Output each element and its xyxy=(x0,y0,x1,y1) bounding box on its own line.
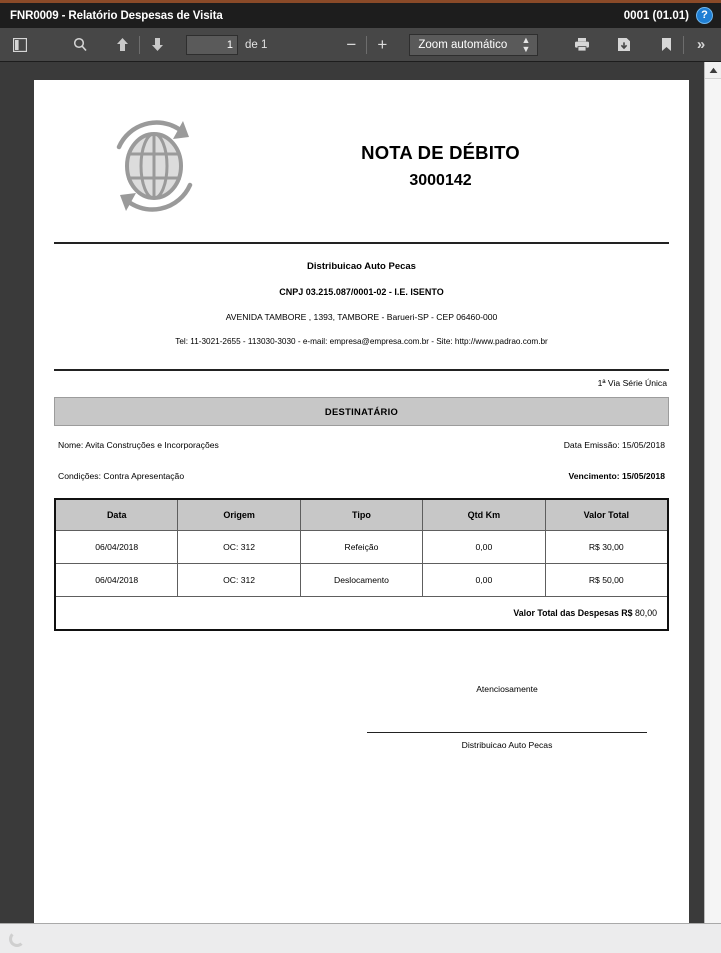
table-header-row xyxy=(55,499,668,531)
sidebar-toggle-icon[interactable] xyxy=(7,33,33,57)
bookmark-icon[interactable] xyxy=(653,33,679,57)
zoom-level-select[interactable] xyxy=(409,34,538,56)
expenses-table xyxy=(54,498,669,631)
title-bar xyxy=(0,0,721,28)
signature-name: Distribuicao Auto Pecas xyxy=(461,740,553,750)
window-title: FNR0009 - Relatório Despesas de Visita xyxy=(10,9,223,22)
recipient-row-conditions xyxy=(54,471,669,481)
more-tools-icon[interactable]: » xyxy=(696,36,706,53)
signature-block xyxy=(54,684,669,750)
recipient-row-name xyxy=(54,440,669,450)
document-title-block xyxy=(254,142,669,190)
company-info xyxy=(54,244,669,357)
zoom-in-button[interactable]: + xyxy=(377,34,388,54)
column-header-qtdkm: Qtd Km xyxy=(423,499,545,531)
table-row xyxy=(55,531,668,564)
toolbar-divider-3 xyxy=(683,36,684,54)
table-row xyxy=(55,564,668,597)
download-icon[interactable] xyxy=(611,33,637,57)
pdf-viewer xyxy=(0,62,721,923)
zoom-out-button[interactable]: − xyxy=(346,34,357,54)
vertical-scrollbar[interactable] xyxy=(704,62,721,923)
document-page xyxy=(34,80,689,923)
page-total-label: de 1 xyxy=(245,38,268,51)
document-number: 3000142 xyxy=(409,172,472,189)
issue-date: Data Emissão: 15/05/2018 xyxy=(563,440,665,450)
signature-line xyxy=(367,732,647,733)
scroll-up-icon[interactable] xyxy=(705,62,721,79)
column-header-tipo: Tipo xyxy=(300,499,422,531)
help-icon[interactable]: ? xyxy=(696,7,713,24)
document-header xyxy=(54,102,669,230)
cell-origem: OC: 312 xyxy=(178,564,300,597)
via-label: 1ª Via Série Única xyxy=(597,378,667,388)
globe-refresh-logo-icon xyxy=(97,111,212,221)
zoom-level-value: Zoom automático xyxy=(418,38,508,51)
cell-data: 06/04/2018 xyxy=(55,564,178,597)
company-address: AVENIDA TAMBORE , 1393, TAMBORE - Barueri-SP - CEP 06460-000 xyxy=(225,312,498,322)
search-icon[interactable] xyxy=(67,33,93,57)
status-bar xyxy=(0,923,721,953)
cell-valortotal: R$ 50,00 xyxy=(545,564,668,597)
scrollbar-track[interactable] xyxy=(705,79,721,923)
loading-spinner-icon xyxy=(9,931,25,947)
due-date: Vencimento: 15/05/2018 xyxy=(568,471,665,481)
company-logo xyxy=(54,111,254,221)
toolbar-right-group xyxy=(569,33,714,57)
cell-origem: OC: 312 xyxy=(178,531,300,564)
cell-tipo: Refeição xyxy=(300,531,422,564)
recipient-name: Nome: Avita Construções e Incorporações xyxy=(58,440,219,450)
cell-qtdkm: 0,00 xyxy=(423,564,545,597)
column-header-valortotal: Valor Total xyxy=(545,499,668,531)
page-title: NOTA DE DÉBITO xyxy=(361,142,520,163)
previous-page-icon[interactable] xyxy=(109,33,135,57)
column-header-data: Data xyxy=(55,499,178,531)
payment-conditions: Condições: Contra Apresentação xyxy=(58,471,185,481)
toolbar-divider xyxy=(139,36,140,54)
table-total-row xyxy=(55,597,668,631)
title-bar-right xyxy=(624,7,713,24)
signature-greeting: Atenciosamente xyxy=(476,684,538,694)
page-number-input[interactable] xyxy=(186,35,238,55)
cell-tipo: Deslocamento xyxy=(300,564,422,597)
company-name: Distribuicao Auto Pecas xyxy=(307,261,416,272)
toolbar-divider-2 xyxy=(366,36,367,54)
column-header-origem: Origem xyxy=(178,499,300,531)
print-icon[interactable] xyxy=(569,33,595,57)
pdf-toolbar xyxy=(0,28,721,62)
cell-valortotal: R$ 30,00 xyxy=(545,531,668,564)
viewer-canvas xyxy=(0,62,704,923)
version-label: 0001 (01.01) xyxy=(623,9,689,22)
total-label: Valor Total das Despesas R$ xyxy=(513,608,633,618)
total-value: 80,00 xyxy=(634,608,657,618)
recipient-section-title: DESTINATÁRIO xyxy=(54,397,669,426)
chevron-updown-icon: ▲ ▼ xyxy=(521,34,531,54)
next-page-icon[interactable] xyxy=(144,33,170,57)
company-cnpj: CNPJ 03.215.087/0001-02 - I.E. ISENTO xyxy=(279,287,444,297)
total-cell xyxy=(55,597,668,631)
cell-qtdkm: 0,00 xyxy=(423,531,545,564)
company-contact: Tel: 11-3021-2655 - 113030-3030 - e-mail: empresa@empresa.com.br - Site: http://www.padrao.com.br xyxy=(175,337,548,346)
cell-data: 06/04/2018 xyxy=(55,531,178,564)
